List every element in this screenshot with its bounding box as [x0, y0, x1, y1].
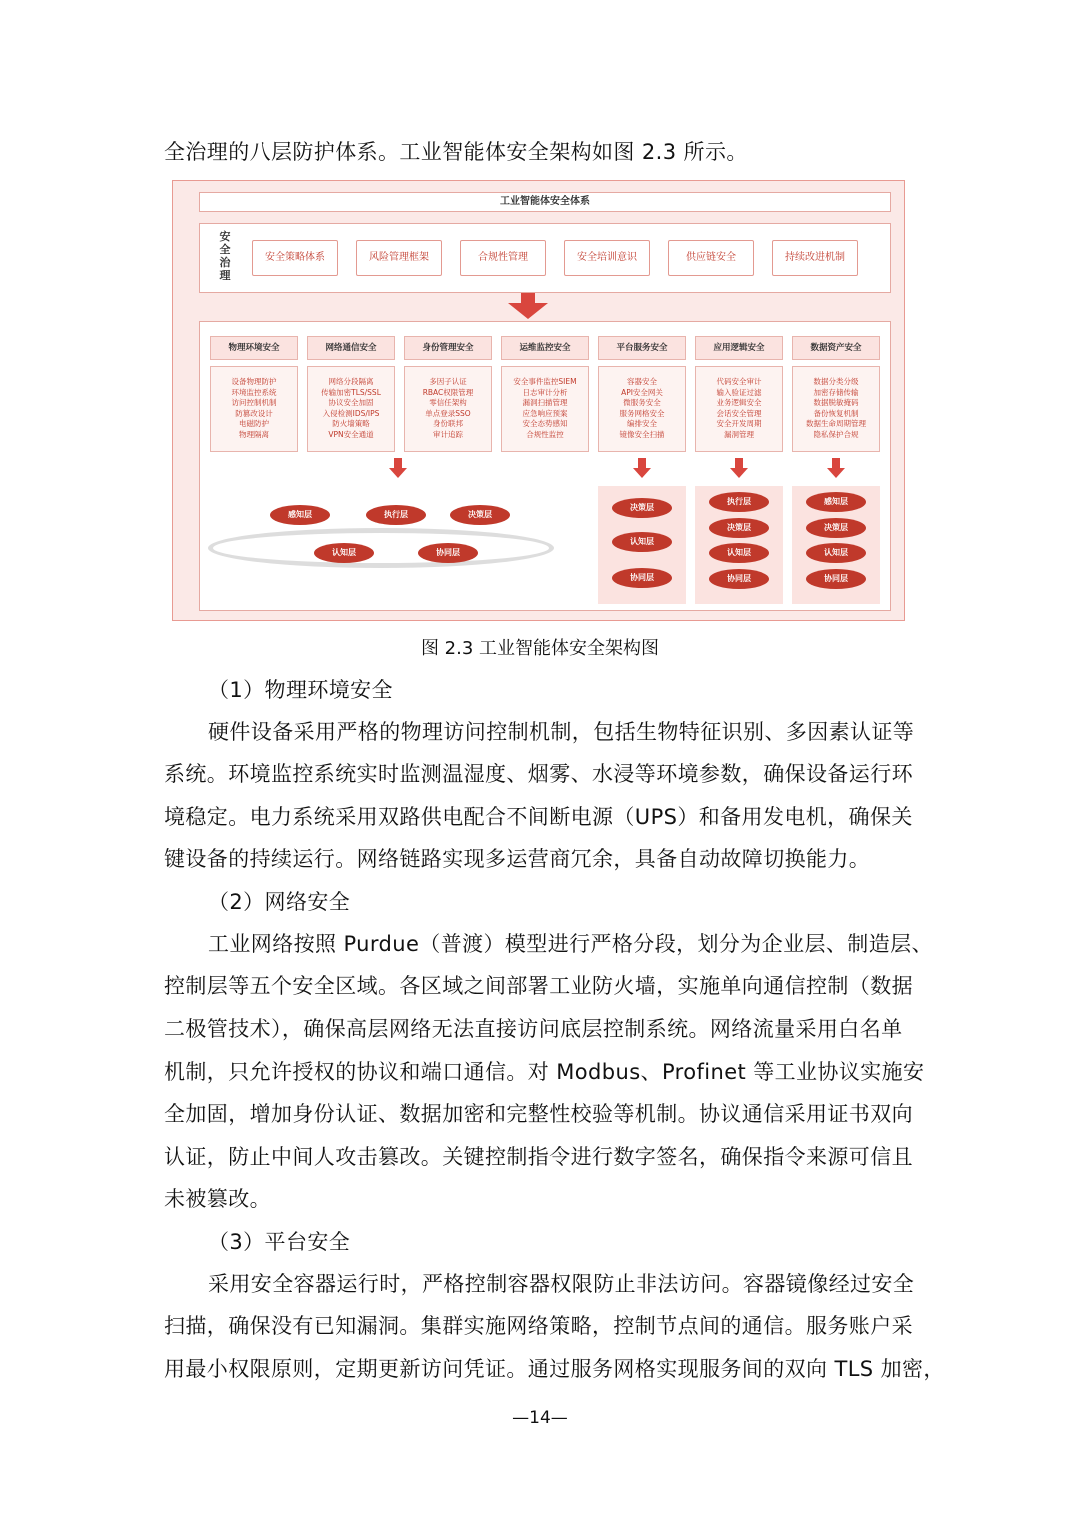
arrow-down-icon: [508, 303, 548, 319]
body-line: 扫描，确保没有已知漏洞。集群实施网络策略，控制节点间的通信。服务账户采: [164, 1314, 913, 1338]
layer-ellipse: 决策层: [806, 518, 866, 538]
governance-item: 安全策略体系: [252, 240, 338, 276]
governance-item: 持续改进机制: [772, 240, 858, 276]
layer-ellipse: 协同层: [418, 543, 478, 563]
body-line: 键设备的持续运行。网络链路实现多运营商冗余，具备自动故障切换能力。: [164, 847, 871, 871]
body-line: 系统。环境监控系统实时监测温湿度、烟雾、水浸等环境参数，确保设备运行环: [164, 762, 913, 786]
body-line: 硬件设备采用严格的物理访问控制机制，包括生物特征识别、多因素认证等: [208, 720, 915, 744]
governance-box: [199, 223, 891, 293]
layers-box: [199, 321, 891, 611]
body-line: 认证，防止中间人攻击篡改。关键控制指令进行数字签名，确保指令来源可信且: [164, 1145, 913, 1169]
governance-item: 供应链安全: [668, 240, 754, 276]
layer-ellipse: 协同层: [806, 569, 866, 589]
figure-caption: 图 2.3 工业智能体安全架构图: [420, 638, 660, 659]
body-line: 用最小权限原则，定期更新访问凭证。通过服务网格实现服务间的双向 TLS 加密，: [164, 1357, 945, 1381]
column-data: 数据资产安全 数据分类分级 加密存储传输 数据脱敏掩码 备份恢复机制 数据生命周期管理 隐私保护合规: [792, 336, 880, 452]
section-heading: （3）平台安全: [208, 1230, 351, 1254]
layer-ellipse: 认知层: [806, 543, 866, 563]
arrow-down-icon: [389, 468, 407, 478]
section-heading: （2）网络安全: [208, 890, 351, 914]
arrow-down-icon: [735, 458, 743, 468]
body-line: 二极管技术），确保高层网络无法直接访问底层控制系统。网络流量采用白名单: [164, 1017, 903, 1041]
layer-ellipse: 决策层: [450, 505, 510, 525]
layer-ellipse: 认知层: [314, 543, 374, 563]
layer-ellipse: 认知层: [709, 543, 769, 563]
arrow-down-icon: [730, 468, 748, 478]
layer-ring: [208, 528, 554, 568]
column-ops: 运维监控安全 安全事件监控SIEM 日志审计分析 漏洞扫描管理 应急响应预案 安全态势感知 合规性监控: [501, 336, 589, 452]
layer-ellipse: 认知层: [612, 532, 672, 552]
body-line: 控制层等五个安全区域。各区域之间部署工业防火墙，实施单向通信控制（数据: [164, 974, 913, 998]
layer-ellipse: 协同层: [709, 569, 769, 589]
body-line: 机制，只允许授权的协议和端口通信。对 Modbus、Profinet 等工业协议实施安: [164, 1060, 925, 1084]
governance-label: 安 全 治 理: [219, 230, 231, 282]
arrow-down-icon: [633, 468, 651, 478]
page-number: —14—: [512, 1408, 568, 1428]
section-heading: （1）物理环境安全: [208, 678, 393, 702]
layer-ellipse: 感知层: [806, 492, 866, 512]
arrow-down-icon: [521, 293, 535, 303]
body-line: 工业网络按照 Purdue（普渡）模型进行严格分段，划分为企业层、制造层、: [208, 932, 933, 956]
layer-ellipse: 感知层: [270, 505, 330, 525]
governance-item: 风险管理框架: [356, 240, 442, 276]
arrow-down-icon: [394, 458, 402, 468]
column-identity: 身份管理安全 多因子认证 RBAC权限管理 零信任架构 单点登录SSO 身份联邦 审计追踪: [404, 336, 492, 452]
governance-item: 合规性管理: [460, 240, 546, 276]
layer-ellipse: 决策层: [709, 518, 769, 538]
body-line: 未被篡改。: [164, 1187, 271, 1211]
body-line: 全加固，增加身份认证、数据加密和完整性校验等机制。协议通信采用证书双向: [164, 1102, 913, 1126]
arrow-down-icon: [832, 458, 840, 468]
governance-item: 安全培训意识: [564, 240, 650, 276]
layer-ellipse: 决策层: [612, 498, 672, 518]
layer-ellipse: 协同层: [612, 568, 672, 588]
arrow-down-icon: [638, 458, 646, 468]
body-line-top: 全治理的八层防护体系。工业智能体安全架构如图 2.3 所示。: [164, 140, 748, 164]
column-application: 应用逻辑安全 代码安全审计 输入验证过滤 业务逻辑安全 会话安全管理 安全开发周期 漏洞管理: [695, 336, 783, 452]
arrow-down-icon: [827, 468, 845, 478]
figure-title: 工业智能体安全体系: [199, 192, 891, 212]
layer-ellipse: 执行层: [366, 505, 426, 525]
body-line: 采用安全容器运行时，严格控制容器权限防止非法访问。容器镜像经过安全: [208, 1272, 915, 1296]
column-network: 网络通信安全 网络分段隔离 传输加密TLS/SSL 协议安全加固 入侵检测IDS/IPS 防火墙策略 VPN安全通道: [307, 336, 395, 452]
body-line: 境稳定。电力系统采用双路供电配合不间断电源（UPS）和备用发电机，确保关: [164, 805, 913, 829]
architecture-figure: [172, 180, 905, 621]
column-physical: 物理环境安全 设备物理防护 环境监控系统 访问控制机制 防篡改设计 电磁防护 物理隔离: [210, 336, 298, 452]
column-platform: 平台服务安全 容器安全 API安全网关 微服务安全 服务网格安全 编排安全 镜像安全扫描: [598, 336, 686, 452]
layer-ellipse: 执行层: [709, 492, 769, 512]
